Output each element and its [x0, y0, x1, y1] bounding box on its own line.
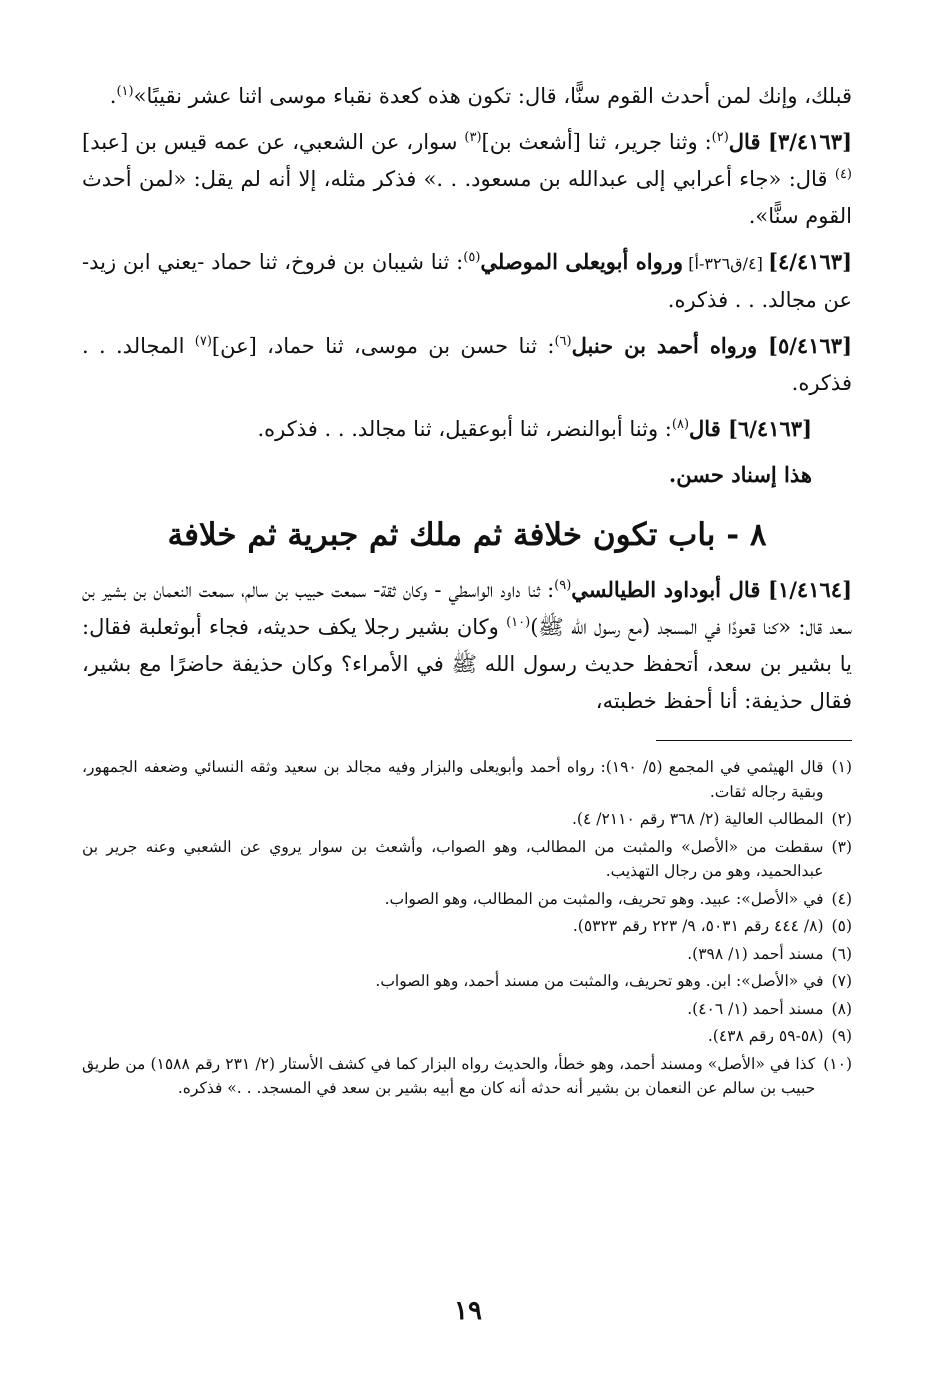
hadith-entry-6-4163 [82, 410, 852, 448]
footnote-marker[interactable]: (٩) [554, 578, 572, 593]
footnote-number: (٦) [831, 944, 852, 963]
footnote-marker[interactable]: (٦) [554, 334, 572, 349]
hadith-text: وكان بشير رجلا يكف حديثه، فجاء أبوثعلبة فقال: يا بشير بن سعد، أتحفظ حديث رسول الله ﷺ في الأمراء؟ وكان حذيفة حاضرًا مع بشير، فقال حذيفة: أنا أحفظ خطبته، [82, 615, 852, 713]
footnote-marker[interactable]: (١٠) [506, 615, 531, 630]
footnote-marker[interactable]: (٢) [711, 130, 729, 145]
hadith-text: : ثنا شيبان بن فروخ، ثنا حماد -يعني ابن زيد- عن مجالد. . . فذكره. [82, 250, 852, 312]
footnote-text: (٨/ ٤٤٤ رقم ٥٠٣١، ٩/ ٢٢٣ رقم ٥٣٢٣). [572, 917, 824, 935]
page-number: ١٩ [454, 1296, 482, 1326]
footnote-text: كذا في «الأصل» ومسند أحمد، وهو خطأ، والحديث رواه البزار كما في كشف الأستار (٢/ ٢٣١ رقم ١٥٨٨) من طريق حبيب بن سالم عن النعمان بن بشير أنه حدثه أنه كان مع أبيه بشير بن سعد في المسجد. . .» فذكره. [82, 1054, 816, 1097]
footnote-number: (٤) [831, 889, 852, 908]
footnote-text: في «الأصل»: ابن. وهو تحريف، والمثبت من مسند أحمد، وهو الصواب. [375, 972, 824, 990]
footnotes-section [82, 755, 852, 1101]
main-text [82, 78, 852, 720]
footnote-marker[interactable]: (١) [116, 84, 134, 99]
footnote-divider [656, 740, 852, 741]
hadith-entry-5-4163 [82, 327, 852, 402]
hadith-text: المجالد. . . فذكره. [82, 334, 852, 395]
paragraph-end: . [109, 84, 117, 108]
hadith-text: : وثنا أبوالنضر، ثنا أبوعقيل، ثنا مجالد. . . فذكره. [257, 417, 672, 441]
hadith-text: : ثنا داود الواسطي - وكان ثقة- سمعت حبيب بن سالم، سمعت النعمان بن بشير بن سعد قال: «كنا قعودًا في المسجد (مع رسول الله ﷺ) [82, 578, 852, 639]
footnote [82, 1024, 852, 1049]
footnote-number: (١) [831, 758, 852, 776]
hadith-entry-4-4163 [82, 243, 852, 319]
chapter-title: ٨ - باب تكون خلافة ثم ملك ثم جبرية ثم خلافة [167, 517, 767, 553]
footnote [82, 1052, 852, 1101]
footnote-marker[interactable]: (٧) [194, 334, 212, 349]
footnote [82, 942, 852, 967]
footnote-marker[interactable]: (٤) [834, 167, 852, 182]
hadith-reference: [١/٤١٦٤] قال أبوداود الطيالسي [571, 577, 852, 602]
hadith-reference: [٤/٤١٦٣] [768, 249, 853, 274]
footnote-number: (٨) [831, 999, 852, 1018]
document-page [82, 78, 852, 1104]
footnote [82, 807, 852, 832]
isnad-verdict: هذا إسناد حسن. [668, 462, 812, 487]
hadith-reference: [٦/٤١٦٣] قال [689, 416, 812, 441]
footnote-text: قال الهيثمي في المجمع (٥/ ١٩٠): رواه أحمد وأبويعلى والبزار وفيه مجالد بن سعيد وثقه النسائي وضعفه الجمهور، وبقية رجاله ثقات. [82, 758, 824, 801]
footnote [82, 887, 852, 912]
footnote-number: (٥) [831, 917, 852, 935]
footnote-marker[interactable]: (٨) [671, 417, 690, 432]
footnote-number: (٢) [831, 810, 852, 828]
footnote-text: المطالب العالية (٢/ ٣٦٨ رقم ٢١١٠/ ٤). [572, 810, 824, 828]
hadith-entry-3-4163 [82, 123, 852, 235]
hadith-reference: [٣/٤١٦٣] قال [728, 129, 852, 154]
footnote-text: (٥٨-٥٩ رقم ٤٣٨). [707, 1027, 824, 1045]
footnote-number: (١٠) [823, 1054, 852, 1073]
footnote-text: في «الأصل»: عبيد. وهو تحريف، والمثبت من المطالب، وهو الصواب. [384, 889, 824, 908]
footnote-text: مسند أحمد (١/ ٣٩٨). [687, 944, 824, 963]
hadith-text: سوار، عن الشعبي، عن عمه قيس بن [عبد] [82, 130, 465, 154]
footnote-number: (٣) [831, 837, 852, 856]
hadith-reference: [٥/٤١٦٣] ورواه أحمد بن حنبل [571, 333, 852, 358]
paragraph-continuation [82, 78, 852, 115]
hadith-text: : وثنا جرير، ثنا [أشعث بن] [481, 130, 712, 154]
footnote [82, 997, 852, 1022]
footnote [82, 755, 852, 804]
footnote [82, 835, 852, 884]
hadith-text: قال: «جاء أعرابي إلى عبدالله بن مسعود. . .» فذكر مثله، إلا أنه لم يقل: «لمن أحدث القوم سنًّا». [82, 167, 852, 228]
hadith-entry-1-4164 [82, 571, 852, 720]
footnote-marker[interactable]: (٣) [464, 130, 482, 145]
footnote [82, 969, 852, 994]
footnote-marker[interactable]: (٥) [463, 250, 481, 265]
footnote [82, 914, 852, 939]
footnote-text: سقطت من «الأصل» والمثبت من المطالب، وهو الصواب، وأشعث بن سوار يروي عن الشعبي وعنه جرير بن عبدالحميد، وهو من رجال التهذيب. [82, 837, 824, 880]
footnote-number: (٧) [831, 972, 852, 990]
footnote-text: مسند أحمد (١/ ٤٠٦). [687, 999, 824, 1018]
paragraph-text: قبلك، وإنك لمن أحدث القوم سنًّا، قال: تكون هذه كعدة نقباء موسى اثنا عشر نقيبًا» [133, 84, 852, 108]
footnote-number: (٩) [831, 1027, 852, 1045]
hadith-text: : ثنا حسن بن موسى، ثنا حماد، [عن] [211, 334, 555, 358]
narrator-name: ورواه أبويعلى الموصلي [480, 249, 684, 274]
folio-reference: [٤/ق٣٢٦-أ] [683, 254, 769, 273]
